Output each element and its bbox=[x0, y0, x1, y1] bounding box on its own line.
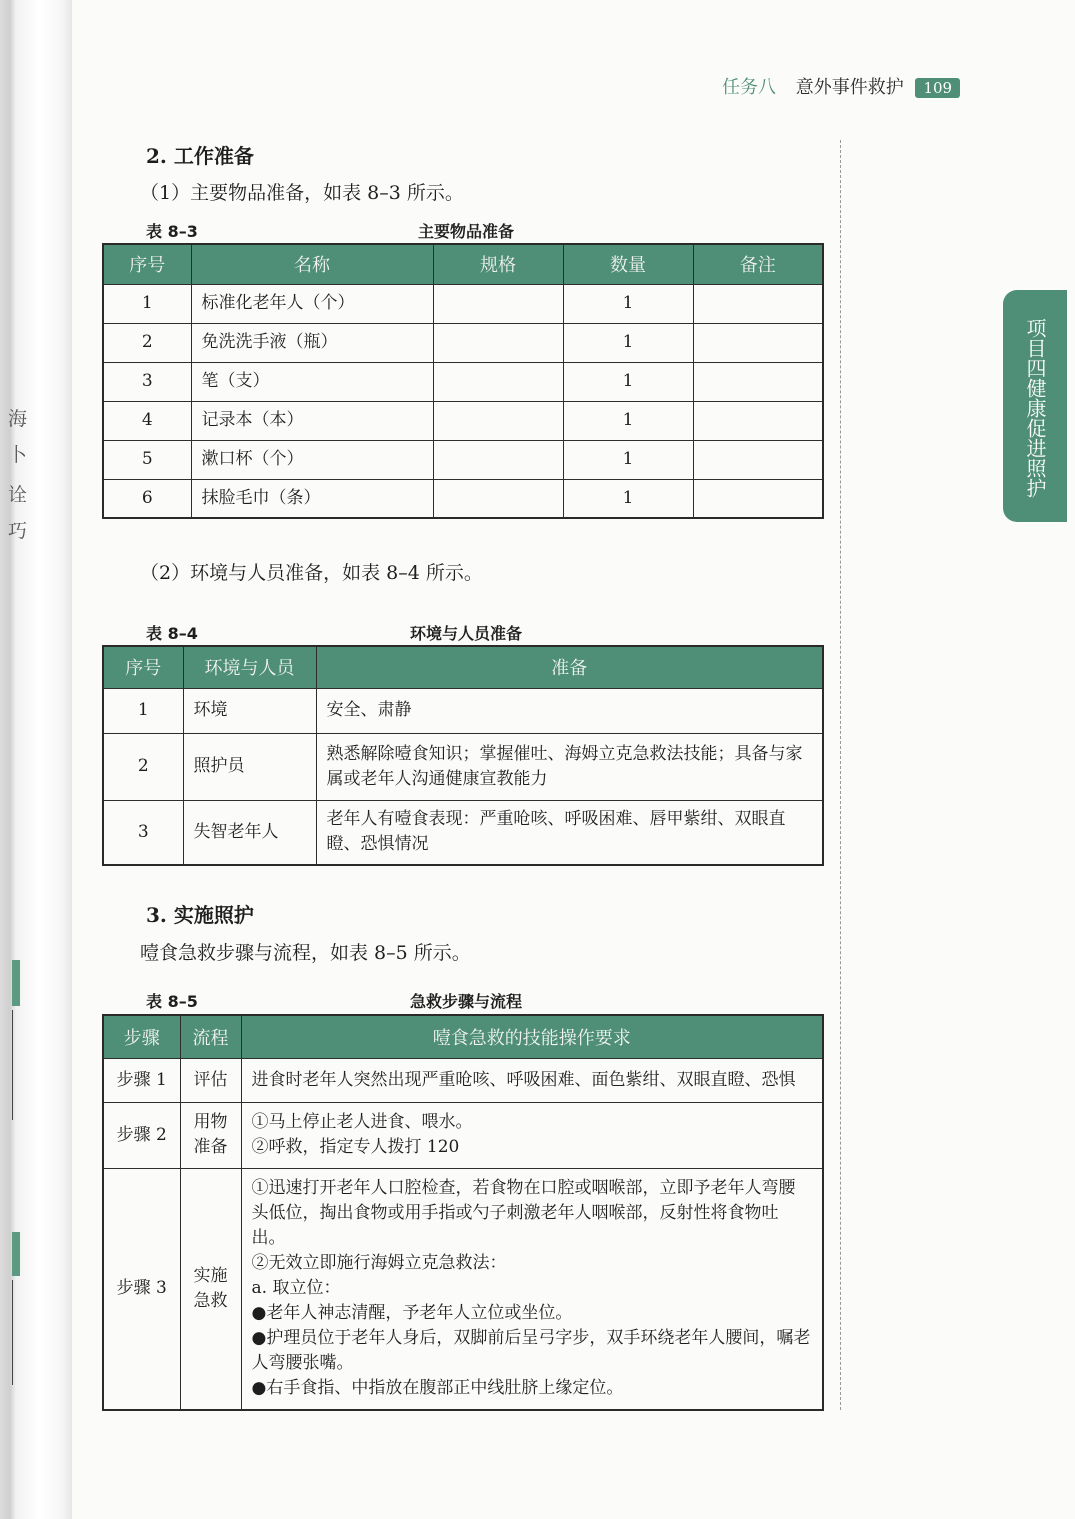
table-cell: 1 bbox=[563, 479, 693, 518]
column-header: 名称 bbox=[191, 244, 433, 284]
column-header: 数量 bbox=[563, 244, 693, 284]
step-cell: 步骤 2 bbox=[103, 1102, 180, 1168]
requirement-cell bbox=[241, 1058, 823, 1102]
table-cell: 抹脸毛巾（条） bbox=[191, 479, 433, 518]
header-title: 意外事件救护 bbox=[795, 77, 904, 98]
table-cell bbox=[433, 323, 563, 362]
requirement-line: ●护理员位于老年人身后，双脚前后呈弓字步，双手环绕老年人腰间，嘱老人弯腰张嘴。 bbox=[251, 1328, 811, 1374]
requirement-line: ②无效立即施行海姆立克急救法： bbox=[251, 1253, 507, 1274]
table-row bbox=[103, 800, 823, 865]
adjacent-page-edge-mark bbox=[12, 960, 20, 1006]
table-cell: 5 bbox=[103, 440, 191, 479]
margin-fragment: 卜 bbox=[8, 444, 28, 466]
paragraph-item-prep: （1）主要物品准备，如表 8–3 所示。 bbox=[140, 182, 464, 204]
table-cell: 4 bbox=[103, 401, 191, 440]
requirement-line: a. 取立位： bbox=[251, 1278, 341, 1299]
table-cell bbox=[693, 479, 823, 518]
table-row bbox=[103, 479, 823, 518]
step-cell: 步骤 3 bbox=[103, 1168, 180, 1410]
table-cell: 1 bbox=[563, 401, 693, 440]
table-row bbox=[103, 1168, 823, 1410]
table-number: 表 8–3 bbox=[146, 222, 198, 241]
table-cell bbox=[433, 401, 563, 440]
table-cell: 老年人有噎食表现：严重呛咳、呼吸困难、唇甲紫绀、双眼直瞪、恐惧情况 bbox=[316, 800, 823, 865]
table-title: 环境与人员准备 bbox=[409, 624, 522, 643]
table-header-row bbox=[103, 244, 823, 284]
table-8-5-first-aid-steps bbox=[102, 1014, 824, 1411]
column-header: 流程 bbox=[180, 1015, 241, 1058]
table-row bbox=[103, 401, 823, 440]
adjacent-page-edge-mark bbox=[12, 1232, 20, 1276]
table-row bbox=[103, 733, 823, 800]
table-number: 表 8–5 bbox=[146, 992, 198, 1011]
table-cell bbox=[433, 362, 563, 401]
column-header: 备注 bbox=[693, 244, 823, 284]
table-cell: 1 bbox=[563, 323, 693, 362]
table-cell: 安全、肃静 bbox=[316, 688, 823, 733]
section-heading-work-prep: 2. 工作准备 bbox=[146, 144, 254, 168]
requirement-line: 进食时老年人突然出现严重呛咳、呼吸困难、面色紫绀、双眼直瞪、恐惧 bbox=[251, 1069, 796, 1090]
table-cell bbox=[433, 479, 563, 518]
requirement-line: ①迅速打开老年人口腔检查，若食物在口腔或咽喉部，立即予老年人弯腰头低位，掏出食物或用手指或勺子刺激老年人咽喉部，反射性将食物吐出。 bbox=[251, 1178, 796, 1249]
header-task: 任务八 bbox=[722, 77, 776, 98]
paragraph-first-aid-intro: 噎食急救步骤与流程，如表 8–5 所示。 bbox=[140, 942, 471, 964]
table-cell bbox=[433, 284, 563, 323]
page-number: 109 bbox=[915, 78, 960, 98]
column-header: 序号 bbox=[103, 244, 191, 284]
process-cell bbox=[180, 1168, 241, 1410]
column-header: 准备 bbox=[316, 646, 823, 688]
table-cell bbox=[433, 440, 563, 479]
table-cell: 标准化老年人（个） bbox=[191, 284, 433, 323]
requirement-line: ①马上停止老人进食、喂水。 bbox=[251, 1112, 473, 1132]
table-cell: 熟悉解除噎食知识；掌握催吐、海姆立克急救法技能；具备与家属或老年人沟通健康宣教能力 bbox=[316, 733, 823, 800]
adjacent-page-line bbox=[12, 1010, 13, 1120]
table-header-row bbox=[103, 646, 823, 688]
column-header: 步骤 bbox=[103, 1015, 180, 1058]
step-cell: 步骤 1 bbox=[103, 1058, 180, 1102]
process-label: 实施急救 bbox=[193, 1265, 228, 1311]
table-title: 主要物品准备 bbox=[417, 222, 514, 241]
margin-dashed-line bbox=[840, 140, 841, 1410]
requirement-cell bbox=[241, 1168, 823, 1410]
margin-fragment: 诠 bbox=[8, 484, 28, 506]
side-tab-project: 项目四 bbox=[1023, 318, 1047, 378]
table-cell bbox=[693, 362, 823, 401]
table-cell: 1 bbox=[563, 284, 693, 323]
process-cell bbox=[180, 1102, 241, 1168]
requirement-line: ●老年人神志清醒，予老年人立位或坐位。 bbox=[251, 1303, 573, 1324]
side-tab-title: 健康促进照护 bbox=[1023, 378, 1047, 498]
table-8-3-items bbox=[102, 243, 824, 519]
table-cell: 3 bbox=[103, 362, 191, 401]
table-row bbox=[103, 1058, 823, 1102]
margin-fragment: 海 bbox=[8, 408, 28, 430]
table-cell bbox=[693, 323, 823, 362]
table-cell: 免洗洗手液（瓶） bbox=[191, 323, 433, 362]
table-cell: 环境 bbox=[183, 688, 316, 733]
requirement-cell bbox=[241, 1102, 823, 1168]
table-cell: 2 bbox=[103, 323, 191, 362]
table-cell bbox=[693, 440, 823, 479]
table-row bbox=[103, 1102, 823, 1168]
table-cell: 照护员 bbox=[183, 733, 316, 800]
page-gutter bbox=[0, 0, 72, 1519]
table-cell: 1 bbox=[103, 284, 191, 323]
table-number: 表 8–4 bbox=[146, 624, 198, 643]
table-cell: 1 bbox=[563, 440, 693, 479]
requirement-line: ●右手食指、中指放在腹部正中线肚脐上缘定位。 bbox=[251, 1378, 624, 1399]
requirement-line: ②呼救，指定专人拨打 120 bbox=[251, 1137, 460, 1157]
table-row bbox=[103, 362, 823, 401]
paragraph-env-prep: （2）环境与人员准备，如表 8–4 所示。 bbox=[140, 562, 483, 584]
table-cell: 6 bbox=[103, 479, 191, 518]
table-cell: 失智老年人 bbox=[183, 800, 316, 865]
table-cell bbox=[693, 401, 823, 440]
chapter-side-tab bbox=[1003, 290, 1067, 522]
table-cell: 记录本（本） bbox=[191, 401, 433, 440]
table-cell: 1 bbox=[103, 688, 183, 733]
section-heading-implement-care: 3. 实施照护 bbox=[146, 903, 254, 927]
table-cell: 笔（支） bbox=[191, 362, 433, 401]
table-cell: 3 bbox=[103, 800, 183, 865]
running-header bbox=[722, 73, 960, 99]
column-header: 噎食急救的技能操作要求 bbox=[241, 1015, 823, 1058]
table-header-row bbox=[103, 1015, 823, 1058]
column-header: 规格 bbox=[433, 244, 563, 284]
process-cell: 评估 bbox=[180, 1058, 241, 1102]
table-row bbox=[103, 323, 823, 362]
table-cell: 2 bbox=[103, 733, 183, 800]
adjacent-page-line bbox=[12, 1280, 13, 1385]
table-cell: 漱口杯（个） bbox=[191, 440, 433, 479]
table-title: 急救步骤与流程 bbox=[409, 992, 522, 1011]
margin-fragment: 巧 bbox=[8, 520, 28, 542]
table-row bbox=[103, 284, 823, 323]
table-row bbox=[103, 440, 823, 479]
table-row bbox=[103, 688, 823, 733]
process-label: 用物准备 bbox=[193, 1112, 228, 1157]
table-cell: 1 bbox=[563, 362, 693, 401]
column-header: 环境与人员 bbox=[183, 646, 316, 688]
table-cell bbox=[693, 284, 823, 323]
table-8-4-environment bbox=[102, 645, 824, 866]
column-header: 序号 bbox=[103, 646, 183, 688]
